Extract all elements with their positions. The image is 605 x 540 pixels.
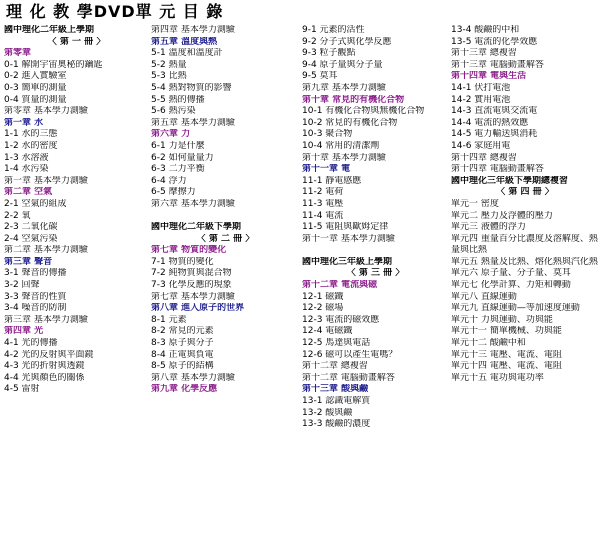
catalog-column-4 [451,25,601,384]
volume-heading: 國中理化三年級下學期總複習 [451,175,569,186]
catalog-item: 8-4 正電與負電 [151,349,214,360]
catalog-item: 第十四章 總複習 [451,152,517,163]
catalog-item: 單元十五 電功與電功率 [451,372,544,383]
chapter-heading: 第十三章 酸與鹼 [302,384,369,395]
catalog-item: 5-2 熱量 [151,59,187,70]
chapter-heading: 第八章 進入原子的世界 [151,303,245,314]
catalog-item: 第一章 基本學力測驗 [4,175,88,186]
catalog-item: 9-4 原子量與分子量 [302,59,383,70]
catalog-item: 單元九 直線運動—等加速度運動 [451,303,580,314]
volume-heading: 國中理化三年級上學期 [302,256,393,267]
volume-heading: 國中理化二年級上學期 [4,25,95,35]
catalog-item: 9-1 元素的活性 [302,25,365,35]
catalog-item: 6-4 浮力 [151,175,187,186]
catalog-item: 第十三章 電腦動畫解答 [451,59,544,70]
catalog-item: 4-3 光的折射與透鏡 [4,361,85,372]
catalog-item: 單元十四 電壓、電流、電阻 [451,361,562,372]
catalog-item: 11-4 電流 [302,210,344,221]
catalog-item: 第十一章 基本學力測驗 [302,233,395,244]
catalog-item: 14-1 伏打電池 [451,82,511,93]
catalog-item: 13-1 認識電解質 [302,396,371,406]
volume-heading: 國中理化二年級下學期 [151,222,242,233]
catalog-item: 12-2 磁場 [302,303,344,314]
catalog-item [151,211,300,223]
chapter-heading: 第六章 力 [151,129,191,140]
catalog-item: 第十二章 電腦動畫解答 [302,372,395,383]
catalog-item: 3-1 聲音的傳播 [4,268,67,279]
chapter-heading: 第十章 常見的有機化合物 [302,94,405,105]
catalog-item: 單元二 壓力及浮體的壓力 [451,210,553,221]
catalog-item: 單元三 液體的浮力 [451,222,526,233]
catalog-item: 7-3 化學反應的現象 [151,280,232,291]
catalog-item: 單元五 熱量及比熱、熔化熱與汽化熱 [451,256,598,267]
catalog-item [302,245,449,257]
catalog-item: 12-3 電流的磁效應 [302,314,380,325]
catalog-item: 1-2 水的密度 [4,140,58,151]
catalog-item: 第六章 基本學力測驗 [151,198,235,209]
catalog-item: 2-4 空氣污染 [4,233,58,244]
catalog-item: 單元四 重量百分比濃度及溶解度、熱 [451,233,598,244]
catalog-item: 第七章 基本學力測驗 [151,291,235,302]
catalog-item: 單元七 化學計算、力矩和轉動 [451,280,571,291]
catalog-column-1 [4,25,151,396]
catalog-item: 13-2 酸與鹼 [302,407,353,418]
catalog-item: 第十三章 總複習 [451,48,517,59]
catalog-item: 3-3 聲音的性質 [4,291,67,302]
catalog-item: 0-1 解開宇宙奧秘的鑰匙 [4,59,103,70]
chapter-heading: 第十二章 電流與磁 [302,280,378,291]
catalog-item: 5-6 熱污染 [151,106,196,117]
catalog-item: 單元一 密度 [451,198,499,209]
catalog-item: 單元十一 簡單機械、功與能 [451,326,562,337]
catalog-column-3 [302,25,451,431]
catalog-item: 2-1 空氣的組成 [4,198,67,209]
catalog-item: 9-5 莫耳 [302,71,338,82]
catalog-item: 1-3 水溶液 [4,152,49,163]
volume-heading: 〈 第 四 冊 〉 [496,187,554,198]
catalog-item: 10-1 有機化合物與無機化合物 [302,106,425,117]
catalog-item: 5-3 比熱 [151,71,187,82]
catalog-item: 5-5 熱的傳播 [151,94,205,105]
catalog-item: 2-3 二氧化碳 [4,222,58,233]
catalog-item: 8-2 常見的元素 [151,326,214,337]
catalog-item: 12-4 電磁鐵 [302,326,353,337]
catalog-item: 4-4 光與顏色的關係 [4,372,85,383]
catalog-item: 第四章 基本學力測驗 [151,25,235,35]
catalog-item: 5-1 溫度和溫度計 [151,48,223,59]
catalog-item: 第十四章 電腦動畫解答 [451,164,544,175]
catalog-item: 7-1 物質的變化 [151,256,214,267]
catalog-item: 單元六 原子量、分子量、莫耳 [451,268,571,279]
catalog-item: 第八章 基本學力測驗 [151,372,235,383]
chapter-heading: 第一章 水 [4,117,44,128]
catalog-item: 10-3 聚合物 [302,129,353,140]
chapter-heading: 第五章 溫度與熱 [151,36,218,47]
catalog-item: 單元十三 電壓、電流、電阻 [451,349,562,360]
catalog-item: 10-4 常用的清潔劑 [302,140,380,151]
catalog-item: 第五章 基本學力測驗 [151,117,235,128]
catalog-item: 14-5 電力輸送與消耗 [451,129,538,140]
chapter-heading: 第十一章 電 [302,164,351,175]
catalog-item: 11-1 靜電感應 [302,175,362,186]
catalog-item: 12-1 磁鐵 [302,291,344,302]
catalog-item: 10-2 常見的有機化合物 [302,117,398,128]
catalog-item: 0-3 簡單的測量 [4,82,67,93]
catalog-item: 8-5 原子的結構 [151,361,214,372]
catalog-item: 2-2 氧 [4,210,31,221]
catalog-item: 14-6 家庭用電 [451,140,511,151]
catalog-item: 13-5 電流的化學效應 [451,36,538,47]
catalog-column-2 [151,25,302,396]
catalog-item: 3-4 噪音的防制 [4,303,67,314]
catalog-item: 12-5 馬達與電話 [302,338,371,349]
catalog-item: 13-4 酸鹼的中和 [451,25,520,35]
chapter-heading: 第三章 聲音 [4,256,53,267]
catalog-item: 8-1 元素 [151,314,187,325]
catalog-item: 14-2 實用電池 [451,94,511,105]
catalog-item: 0-2 進入實驗室 [4,71,67,82]
catalog-item: 0-4 質量的測量 [4,94,67,105]
catalog-item: 量與比熱 [451,245,488,256]
chapter-heading: 第零章 [4,48,32,59]
volume-heading: 〈 第 一 冊 〉 [47,36,106,47]
page-title: 理 化 教 學DVD單 元 目 錄 [6,2,224,21]
catalog-item: 11-5 電阻與歐姆定律 [302,222,389,233]
catalog-item: 7-2 純物質與混合物 [151,268,232,279]
catalog-item: 6-5 摩擦力 [151,187,196,198]
catalog-item: 9-3 粒子觀點 [302,48,356,59]
chapter-heading: 第九章 化學反應 [151,384,218,395]
catalog-item: 4-5 雷射 [4,384,40,395]
catalog-item: 14-4 電流的熱效應 [451,117,529,128]
catalog-item: 8-3 原子與分子 [151,338,214,349]
catalog-item: 11-2 電荷 [302,187,344,198]
catalog-item: 4-1 光的傳播 [4,338,58,349]
catalog-item: 單元十 力與運動、功與能 [451,314,553,325]
catalog-item: 1-4 水污染 [4,164,49,175]
catalog-item: 單元八 直線運動 [451,291,517,302]
chapter-heading: 第二章 空氣 [4,187,53,198]
catalog-item: 6-2 如何量量力 [151,152,214,163]
chapter-heading: 第十四章 電與生活 [451,71,527,82]
volume-heading: 〈 第 二 冊 〉 [196,233,255,244]
catalog-item: 9-2 分子式與化學反應 [302,36,392,47]
catalog-columns [4,25,601,431]
catalog-item: 單元十二 酸鹼中和 [451,338,526,349]
catalog-item: 第十章 基本學力測驗 [302,152,386,163]
catalog-item: 6-3 二力平衡 [151,164,205,175]
catalog-item: 11-3 電壓 [302,198,344,209]
catalog-item: 13-3 酸鹼的濃度 [302,419,371,430]
volume-heading: 〈 第 三 冊 〉 [346,268,405,279]
chapter-heading: 第七章 物質的變化 [151,245,227,256]
catalog-item: 12-6 磁可以產生電嗎？ [302,349,398,360]
catalog-item: 4-2 光的反射與平面鏡 [4,349,94,360]
catalog-item: 第二章 基本學力測驗 [4,245,88,256]
catalog-item: 第三章 基本學力測驗 [4,314,88,325]
catalog-item: 3-2 回聲 [4,280,40,291]
catalog-item: 6-1 力是什麼 [151,140,205,151]
catalog-item: 5-4 熱對物質的影響 [151,82,232,93]
catalog-item: 第零章 基本學力測驗 [4,106,88,117]
catalog-item: 14-3 直流電與交流電 [451,106,538,117]
catalog-item: 1-1 水的三態 [4,129,58,140]
catalog-item: 第九章 基本學力測驗 [302,82,386,93]
chapter-heading: 第四章 光 [4,326,44,337]
catalog-item: 第十二章 總複習 [302,361,368,372]
